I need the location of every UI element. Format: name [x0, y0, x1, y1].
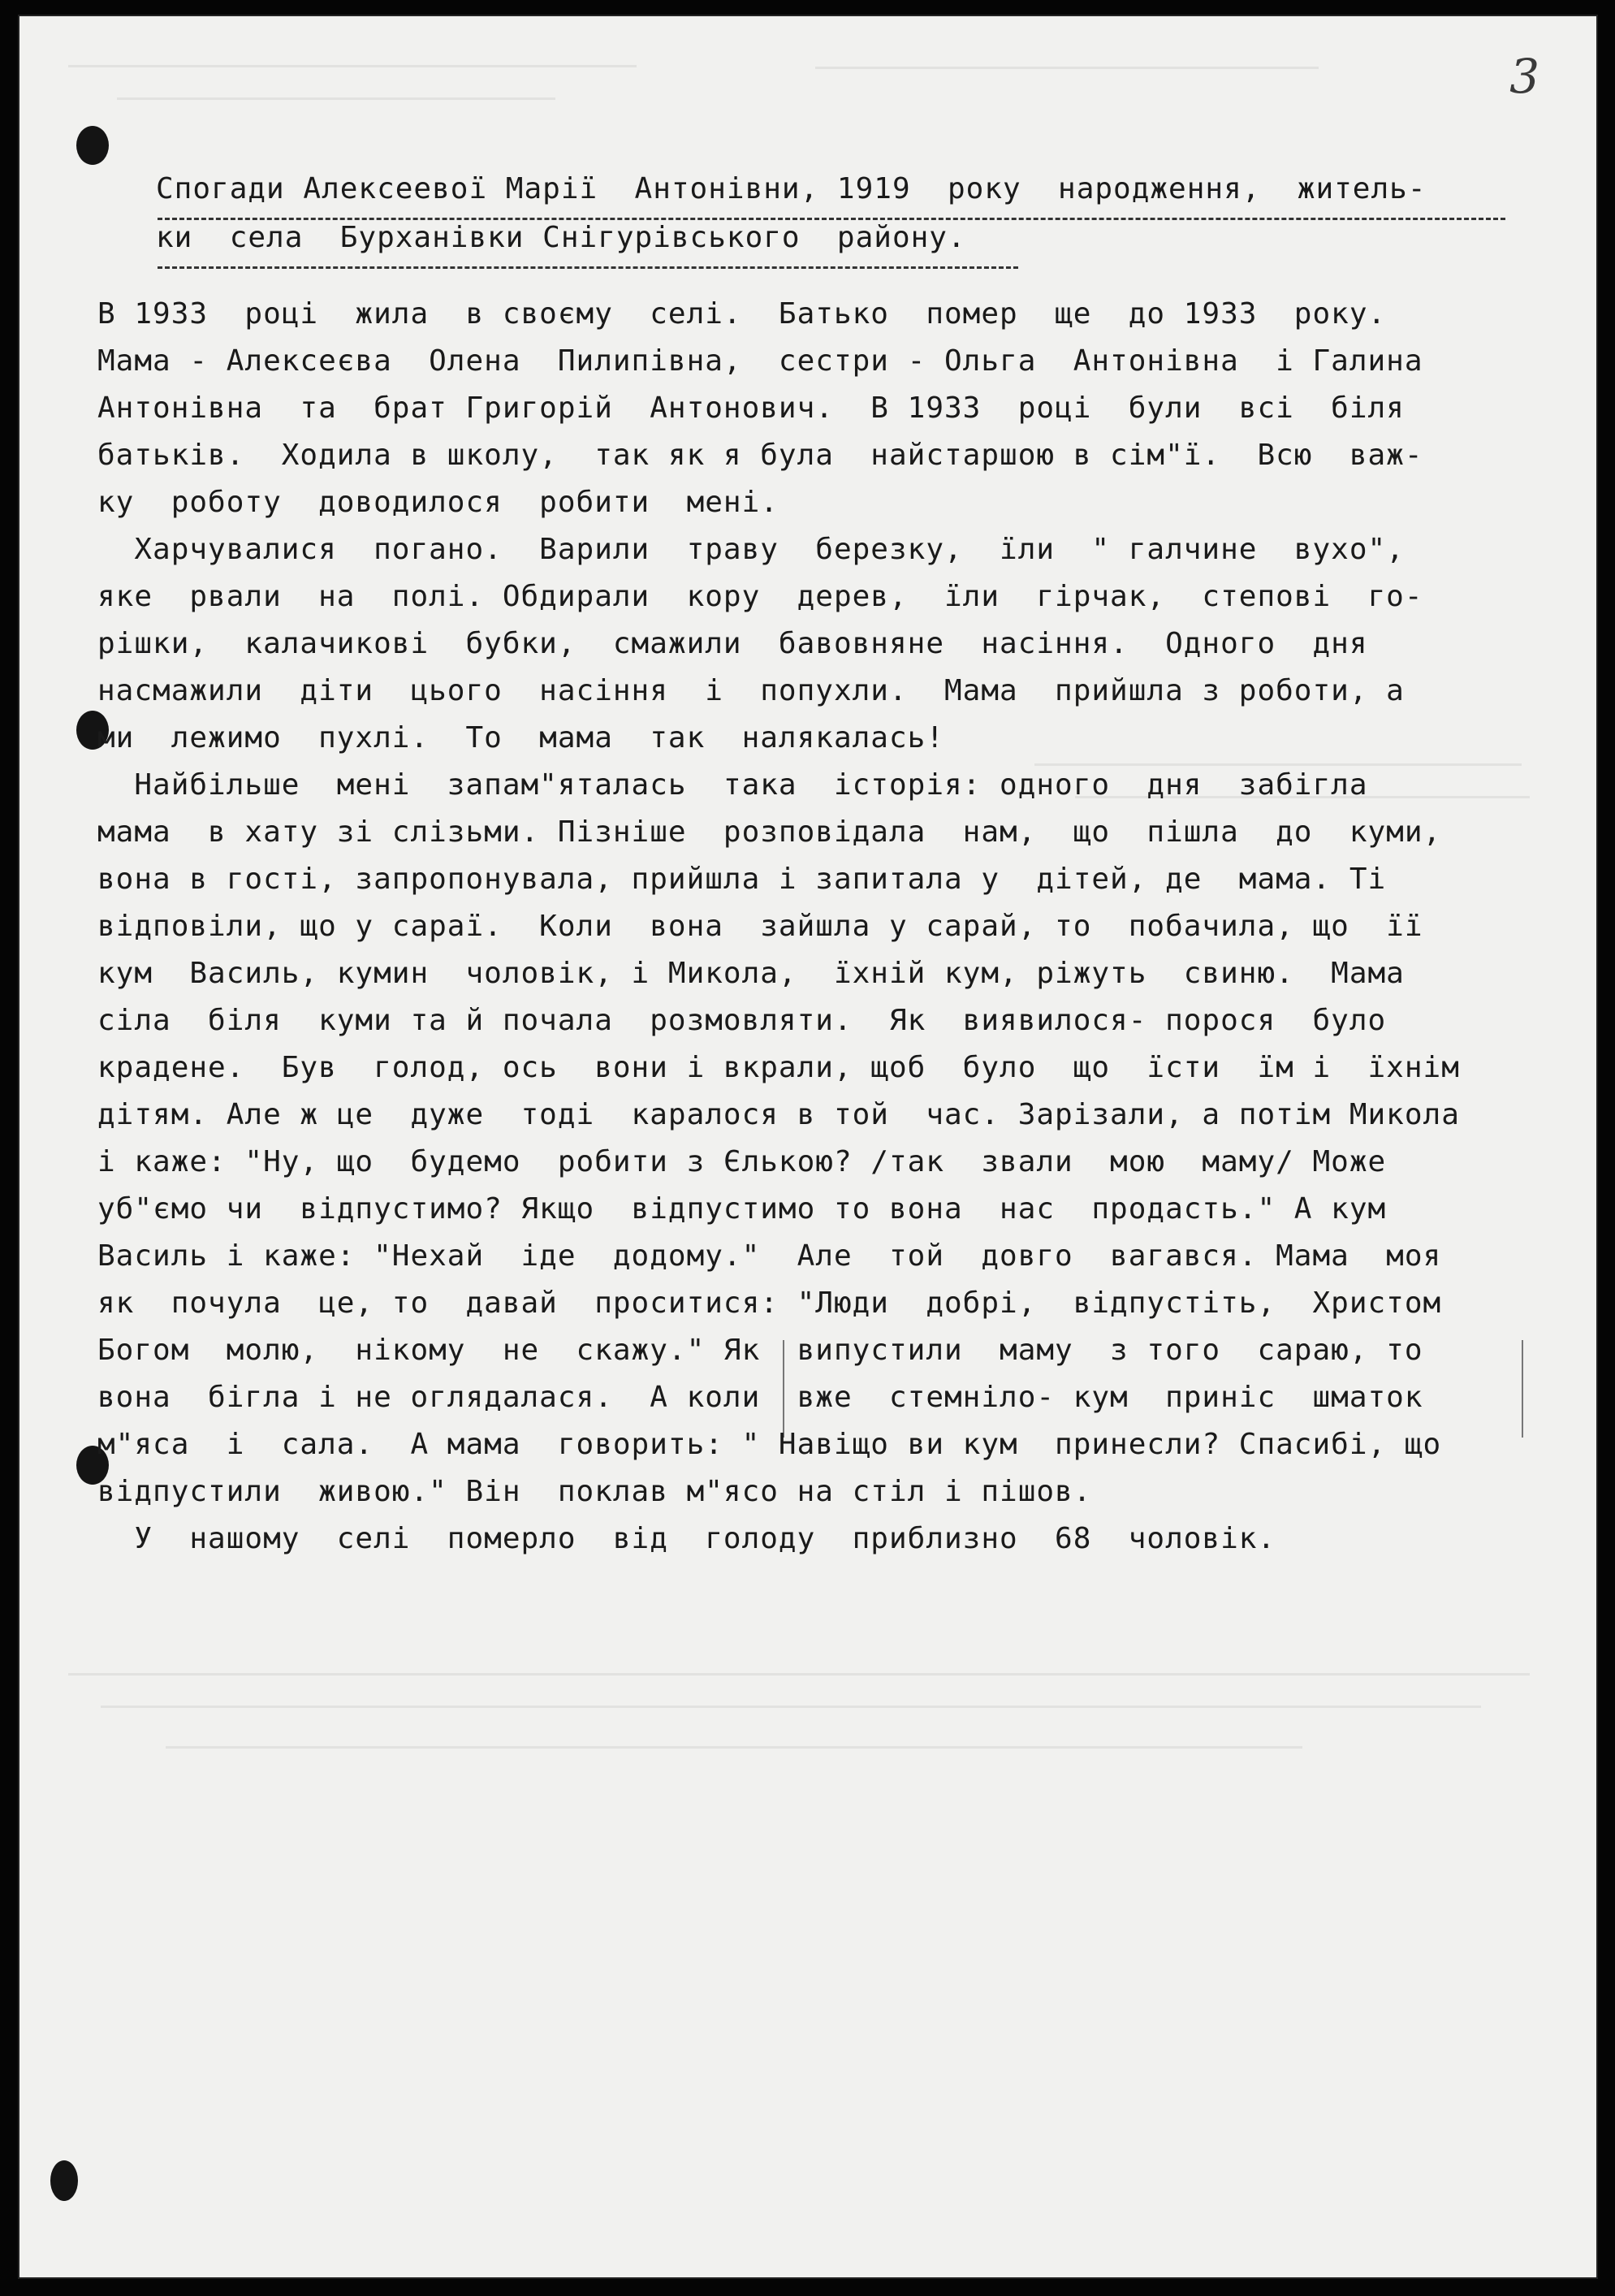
punch-hole: [50, 2160, 78, 2201]
body-line: мама в хату зі слізьми. Пізніше розповідала нам, що пішла до куми,: [97, 815, 1442, 849]
body-line: У нашому селі померло від голоду приблизно 68 чоловік.: [97, 1522, 1276, 1555]
body-line: батьків. Ходила в школу, так як я була найстаршою в сім"ї. Всю важ-: [97, 439, 1423, 472]
page-number: 3: [1509, 49, 1539, 104]
bleed-artifact: [68, 1673, 1530, 1676]
body-line: і каже: "Ну, що будемо робити з Єлькою? /так звали мою маму/ Може: [97, 1145, 1387, 1178]
body-line: насмажили діти цього насіння і попухли. Мама прийшла з роботи, а: [97, 674, 1405, 707]
bleed-artifact: [68, 65, 637, 67]
title-underline: [158, 266, 1018, 269]
bleed-artifact: [166, 1746, 1302, 1749]
body-line: як почула це, то давай проситися: "Люди добрі, відпустіть, Христом: [97, 1286, 1442, 1320]
body-line: Богом молю, нікому не скажу." Як випустили маму з того сараю, то: [97, 1334, 1423, 1367]
title-line-1: Спогади Алексеевої Марії Антонівни, 1919 року народження, житель-: [156, 172, 1427, 205]
bleed-artifact: [1034, 763, 1522, 766]
body-line: Антонівна та брат Григорій Антонович. В 1933 році були всі біля: [97, 391, 1405, 425]
body-line: рішки, калачикові бубки, смажили бавовняне насіння. Одного дня: [97, 627, 1368, 660]
body-line: крадене. Був голод, ось вони і вкрали, щоб було що їсти їм і їхнім: [97, 1051, 1460, 1084]
body-line: дітям. Але ж це дуже тоді каралося в той час. Зарізали, а потім Микола: [97, 1098, 1460, 1131]
document-page: [18, 15, 1598, 2279]
title-underline: [158, 218, 1505, 220]
body-line: відповіли, що у сараї. Коли вона зайшла у сарай, то побачила, що її: [97, 910, 1423, 943]
body-line: вона бігла і не оглядалася. А коли вже стемніло- кум приніс шматок: [97, 1381, 1423, 1414]
body-line: Найбільше мені запам"яталась така історія: одного дня забігла: [97, 768, 1368, 802]
body-line: відпустили живою." Він поклав м"ясо на стіл і пішов.: [97, 1475, 1092, 1508]
body-line: кум Василь, кумин чоловік, і Микола, їхній кум, ріжуть свиню. Мама: [97, 957, 1405, 990]
bleed-artifact: [117, 97, 555, 100]
body-line: Харчувалися погано. Варили траву березку, їли " галчине вухо",: [97, 533, 1405, 566]
body-line: Василь і каже: "Нехай іде додому." Але той довго вагався. Мама моя: [97, 1239, 1442, 1273]
margin-mark: [1522, 1340, 1523, 1438]
body-line: уб"ємо чи відпустимо? Якщо відпустимо то вона нас продасть." А кум: [97, 1192, 1387, 1226]
bleed-artifact: [815, 67, 1319, 69]
title-line-2: ки села Бурханівки Снігурівського району.: [156, 221, 966, 254]
body-line: В 1933 році жила в своєму селі. Батько помер ще до 1933 року.: [97, 297, 1387, 331]
bleed-artifact: [101, 1706, 1481, 1708]
body-line: м"яса і сала. А мама говорить: " Навіщо ви кум принесли? Спасибі, що: [97, 1428, 1442, 1461]
punch-hole: [76, 126, 109, 165]
body-line: ку роботу доводилося робити мені.: [97, 486, 779, 519]
body-line: яке рвали на полі. Обдирали кору дерев, їли гірчак, степові го-: [97, 580, 1423, 613]
body-line: сіла біля куми та й почала розмовляти. Як виявилося- порося було: [97, 1004, 1387, 1037]
body-line: ми лежимо пухлі. То мама так налякалась!: [97, 721, 944, 755]
body-line: Мама - Алексеєва Олена Пилипівна, сестри - Ольга Антонівна і Галина: [97, 344, 1423, 378]
body-line: вона в гості, запропонувала, прийшла і запитала у дітей, де мама. Ті: [97, 863, 1387, 896]
